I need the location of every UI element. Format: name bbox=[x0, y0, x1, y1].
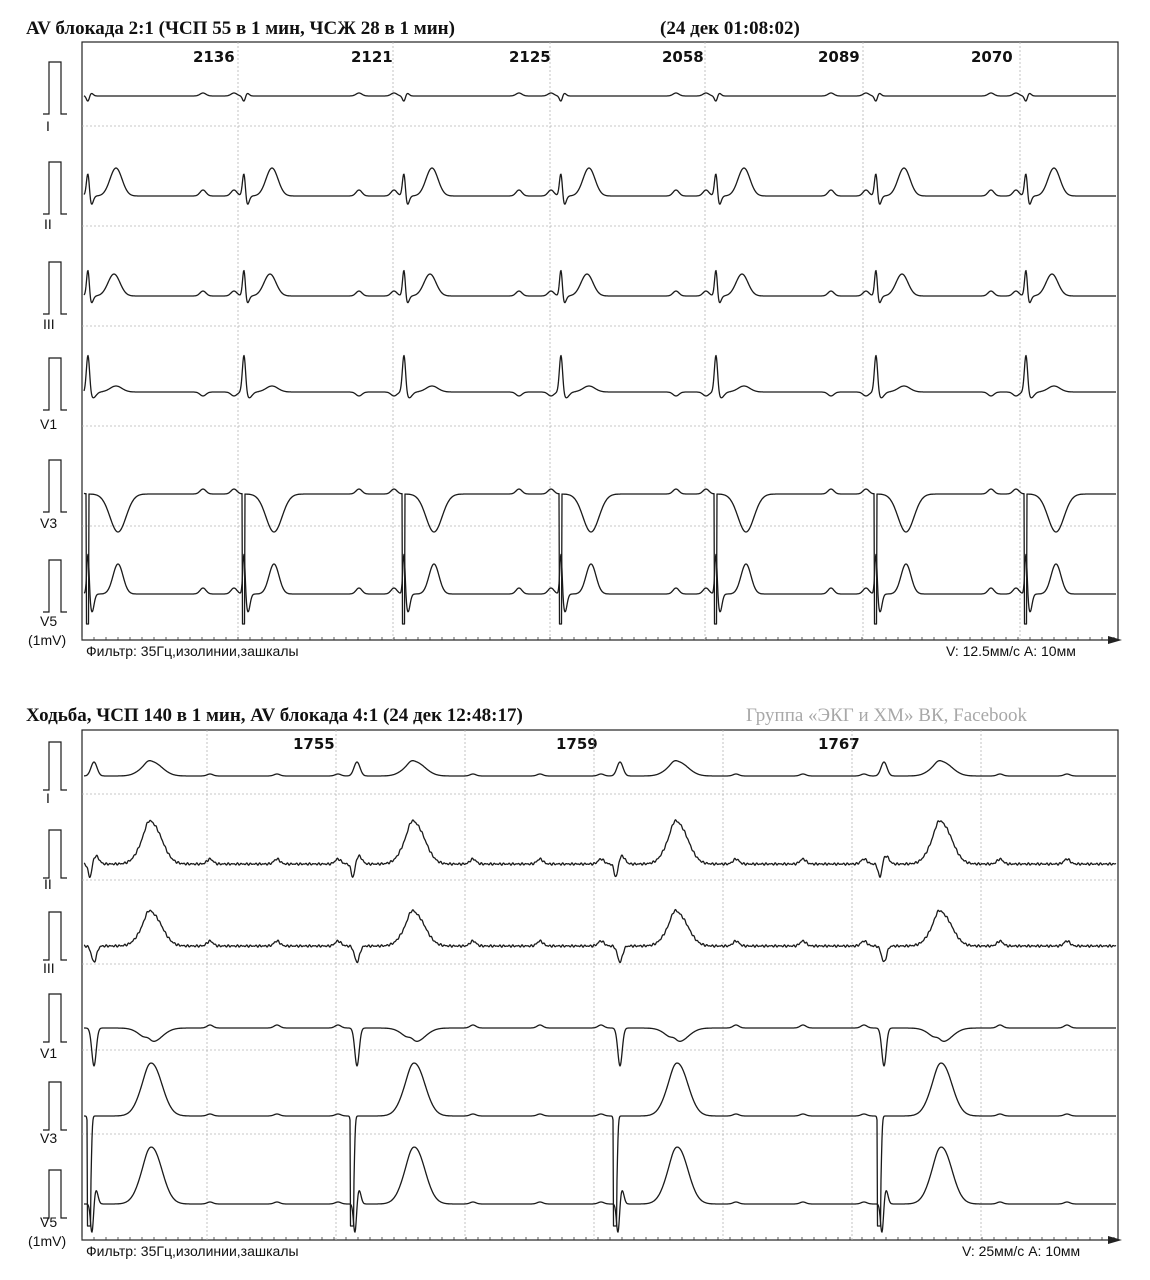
panel2-lead-label-ii: II bbox=[44, 876, 52, 892]
panel1-lead-label-v3: V3 bbox=[40, 515, 58, 531]
panel1-rr-3: 2125 bbox=[509, 48, 551, 66]
panel2-lead-label-v1: V1 bbox=[40, 1045, 58, 1061]
panel1-ecg-strip bbox=[0, 40, 1150, 650]
panel2-lead-label-iii: III bbox=[43, 960, 55, 976]
panel2-ecg-trace-lead-ii bbox=[84, 820, 1116, 878]
panel1-ecg-trace-lead-i bbox=[84, 93, 1116, 101]
panel1-calibration-label: (1mV) bbox=[28, 632, 67, 648]
panel1-axis-arrow bbox=[1108, 636, 1122, 644]
panel2-lead-label-i: I bbox=[46, 790, 50, 806]
panel2-calibration-label: (1mV) bbox=[28, 1233, 67, 1249]
panel2-ecg-trace-lead-v1 bbox=[84, 1025, 1116, 1066]
panel1-title: AV блокада 2:1 (ЧСП 55 в 1 мин, ЧСЖ 28 в 1 мин) bbox=[26, 18, 455, 39]
panel1-lead-label-i: I bbox=[46, 118, 50, 134]
panel1-lead-label-v1: V1 bbox=[40, 416, 58, 432]
panel2-lead-label-v3: V3 bbox=[40, 1130, 58, 1146]
panel1-calibration-pulse-v3 bbox=[43, 460, 67, 512]
panel1-ecg-trace-lead-v5 bbox=[84, 554, 1116, 611]
panel1-speed-info: V: 12.5мм/с A: 10мм bbox=[946, 643, 1076, 659]
panel1-lead-label-v5: V5 bbox=[40, 613, 58, 629]
panel1-ecg-trace-lead-v1 bbox=[84, 356, 1116, 398]
panel2-calibration-pulse-ii bbox=[43, 830, 67, 878]
panel1-calibration-pulse-ii bbox=[43, 162, 67, 214]
panel2-calibration-pulse-v3 bbox=[43, 1082, 67, 1130]
panel1-calibration-pulse-v1 bbox=[43, 358, 67, 410]
panel1-lead-label-iii: III bbox=[43, 316, 55, 332]
panel2-calibration-pulse-i bbox=[43, 742, 67, 790]
panel1-timestamp: (24 дек 01:08:02) bbox=[660, 18, 800, 39]
panel2-lead-label-v5: V5 bbox=[40, 1214, 58, 1230]
panel1-calibration-pulse-iii bbox=[43, 262, 67, 314]
panel2-calibration-pulse-v5 bbox=[43, 1170, 67, 1218]
panel2-calibration-pulse-iii bbox=[43, 912, 67, 960]
panel1-rr-1: 2136 bbox=[193, 48, 235, 66]
panel2-ecg-trace-lead-v5 bbox=[84, 1147, 1116, 1232]
panel1-rr-6: 2070 bbox=[971, 48, 1013, 66]
panel1-rr-4: 2058 bbox=[662, 48, 704, 66]
panel1-ecg-trace-lead-ii bbox=[84, 168, 1116, 204]
panel1-ecg-trace-lead-v3 bbox=[84, 489, 1116, 624]
panel2-rr-1: 1755 bbox=[293, 735, 335, 753]
panel1-frame bbox=[82, 42, 1118, 640]
panel2-ecg-strip bbox=[0, 728, 1150, 1248]
panel2-calibration-pulse-v1 bbox=[43, 994, 67, 1042]
panel1-rr-5: 2089 bbox=[818, 48, 860, 66]
panel2-frame bbox=[82, 730, 1118, 1240]
panel2-title: Ходьба, ЧСП 140 в 1 мин, AV блокада 4:1 (24 дек 12:48:17) bbox=[26, 705, 523, 726]
panel1-filter-info: Фильтр: 35Гц,изолинии,зашкалы bbox=[86, 643, 299, 659]
panel1-calibration-pulse-i bbox=[43, 62, 67, 114]
panel1-rr-2: 2121 bbox=[351, 48, 393, 66]
panel1-ecg-trace-lead-iii bbox=[84, 271, 1116, 303]
panel1-lead-label-ii: II bbox=[44, 216, 52, 232]
panel2-ecg-trace-lead-i bbox=[84, 761, 1116, 776]
panel2-credit: Группа «ЭКГ и ХМ» ВК, Facebook bbox=[746, 705, 1028, 726]
panel2-filter-info: Фильтр: 35Гц,изолинии,зашкалы bbox=[86, 1243, 299, 1259]
panel2-rr-2: 1759 bbox=[556, 735, 598, 753]
panel2-rr-3: 1767 bbox=[818, 735, 860, 753]
panel2-ecg-trace-lead-iii bbox=[84, 910, 1116, 963]
panel2-axis-arrow bbox=[1108, 1236, 1122, 1244]
panel1-calibration-pulse-v5 bbox=[43, 560, 67, 612]
panel2-speed-info: V: 25мм/с A: 10мм bbox=[962, 1243, 1081, 1259]
